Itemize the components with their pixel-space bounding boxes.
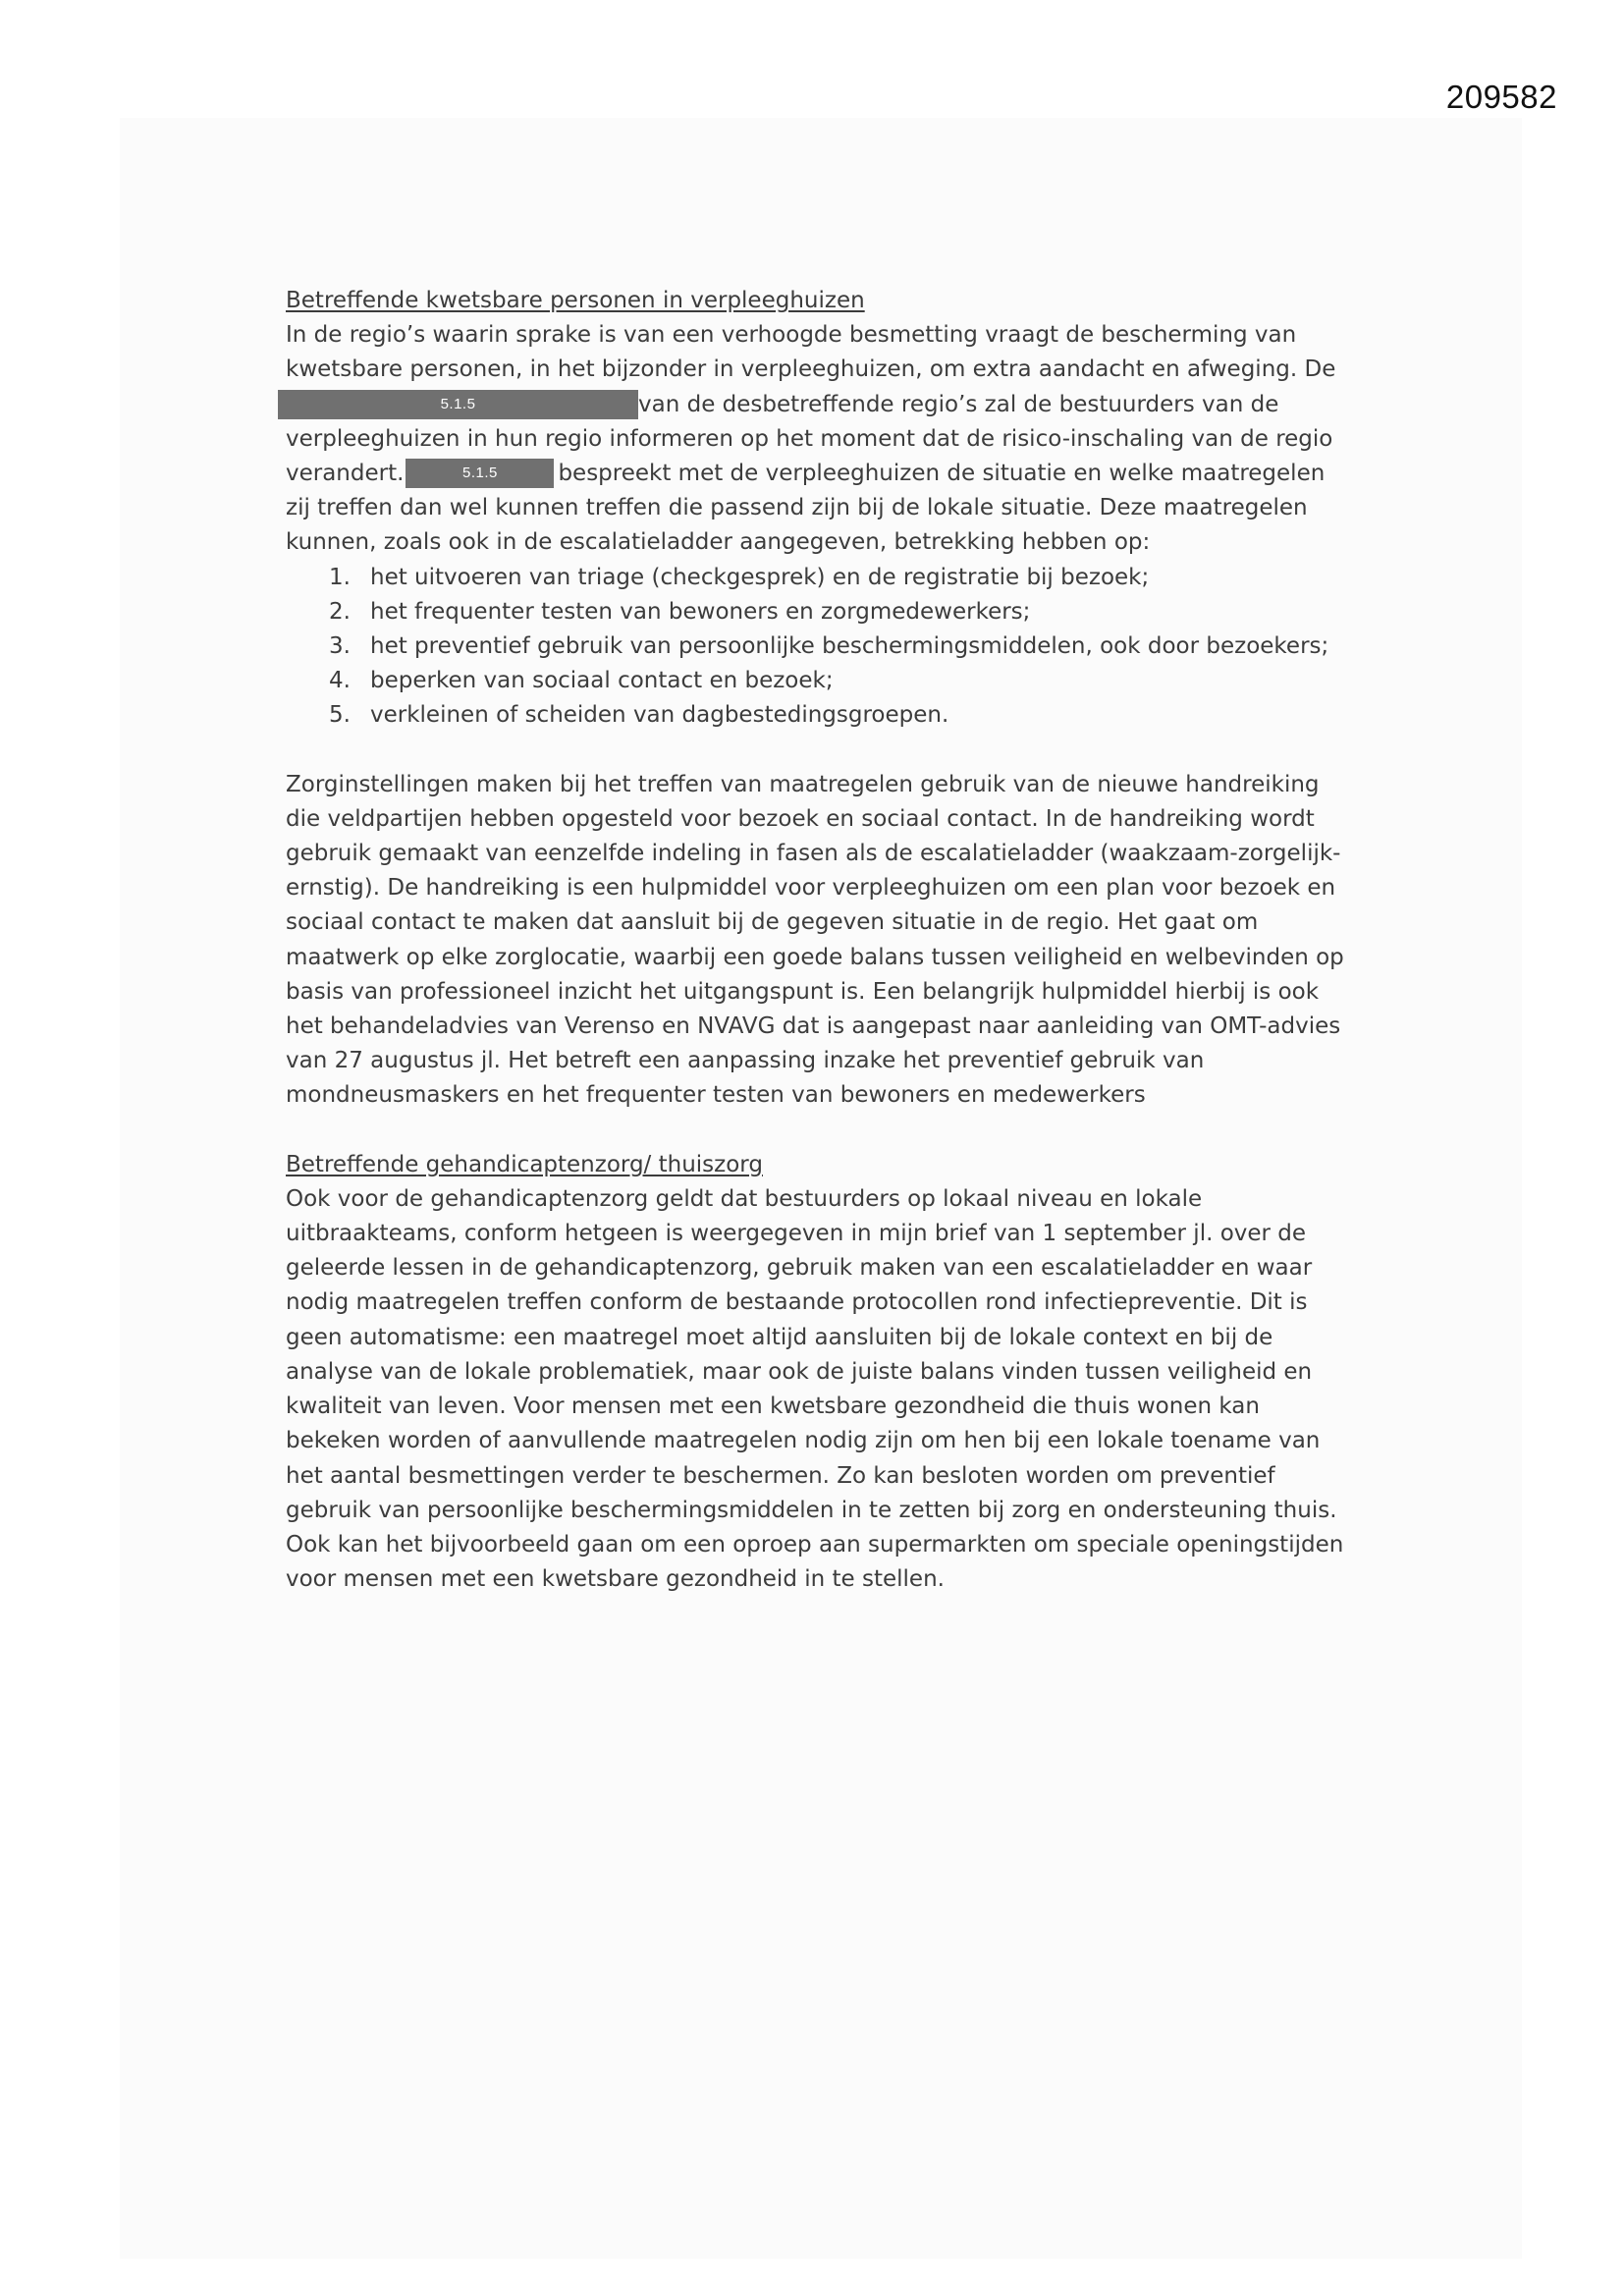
text-line: voor mensen met een kwetsbare gezondheid in te stellen. xyxy=(286,1566,945,1593)
section-heading-disability-care: Betreffende gehandicaptenzorg/ thuiszorg xyxy=(286,1151,763,1177)
list-text: het uitvoeren van triage (checkgesprek) en de registratie bij bezoek; xyxy=(370,564,1150,590)
text-line: analyse van de lokale problematiek, maar ook de juiste balans vinden tussen veiligheid en xyxy=(286,1358,1313,1385)
redaction-block: 5.1.5 xyxy=(278,390,638,419)
text-line-with-redaction xyxy=(286,388,1366,422)
text-line: kwetsbare personen, in het bijzonder in verpleeghuizen, om extra aandacht en afweging. De xyxy=(286,356,1336,383)
list-number: 1. xyxy=(329,564,351,590)
text-line: kwaliteit van leven. Voor mensen met een kwetsbare gezondheid die thuis wonen kan xyxy=(286,1394,1260,1420)
list-item xyxy=(286,698,1366,733)
list-text: verkleinen of scheiden van dagbestedingsgroepen. xyxy=(370,702,949,729)
list-text: beperken van sociaal contact en bezoek; xyxy=(370,668,834,694)
list-item xyxy=(286,629,1366,664)
text-line: ernstig). De handreiking is een hulpmiddel voor verpleeghuizen om een plan voor bezoek en xyxy=(286,875,1336,902)
measures-list xyxy=(286,561,1366,734)
text-line: uitbraakteams, conform hetgeen is weergegeven in mijn brief van 1 september jl. over de xyxy=(286,1221,1307,1247)
text-line: sociaal contact te maken dat aansluit bij de gegeven situatie in de regio. Het gaat om xyxy=(286,909,1259,936)
text-line: maatwerk op elke zorglocatie, waarbij een goede balans tussen veiligheid en welbevinden op xyxy=(286,944,1344,970)
list-number: 5. xyxy=(329,702,351,729)
list-text: het frequenter testen van bewoners en zorgmedewerkers; xyxy=(370,598,1031,625)
text-line: het aantal besmettingen verder te beschermen. Zo kan besloten worden om preventief xyxy=(286,1462,1275,1489)
text-line: Ook kan het bijvoorbeeld gaan om een oproep aan supermarkten om speciale openingstijden xyxy=(286,1531,1344,1558)
list-number: 2. xyxy=(329,598,351,625)
list-item xyxy=(286,561,1366,595)
text-line: geen automatisme: een maatregel moet altijd aansluiten bij de lokale context en bij de xyxy=(286,1324,1273,1350)
text-line: Ook voor de gehandicaptenzorg geldt dat bestuurders op lokaal niveau en lokale xyxy=(286,1185,1203,1212)
text-line: die veldpartijen hebben opgesteld voor bezoek en sociaal contact. In de handreiking wordt xyxy=(286,805,1315,832)
text-fragment: verandert. xyxy=(286,461,405,487)
paragraph-disability-care xyxy=(286,1182,1366,1597)
paragraph-care-institutions xyxy=(286,768,1366,1114)
list-number: 3. xyxy=(329,633,351,660)
paragraph-gap xyxy=(286,1114,1366,1148)
text-fragment: van de desbetreffende regio’s zal de bestuurders van de xyxy=(638,391,1279,417)
redaction-block: 5.1.5 xyxy=(406,459,554,488)
text-line: gebruik gemaakt van eenzelfde indeling in fasen als de escalatieladder (waakzaam-zorgelijk- xyxy=(286,841,1341,867)
list-text: het preventief gebruik van persoonlijke beschermingsmiddelen, ook door bezoekers; xyxy=(370,633,1329,660)
list-number: 4. xyxy=(329,668,351,694)
text-line-with-redaction xyxy=(286,457,1366,491)
document-body xyxy=(286,284,1366,1597)
text-line: nodig maatregelen treffen conform de bestaande protocollen rond infectiepreventie. Dit is xyxy=(286,1289,1308,1316)
list-item xyxy=(286,664,1366,698)
document-number: 209582 xyxy=(1445,79,1557,115)
text-line: het behandeladvies van Verenso en NVAVG dat is aangepast naar aanleiding van OMT-advies xyxy=(286,1013,1341,1040)
text-line: mondneusmaskers en het frequenter testen van bewoners en medewerkers xyxy=(286,1082,1146,1109)
list-item xyxy=(286,595,1366,629)
text-line: gebruik van persoonlijke beschermingsmiddelen in te zetten bij zorg en ondersteuning thuis. xyxy=(286,1497,1337,1523)
text-line: basis van professioneel inzicht het uitgangspunt is. Een belangrijk hulpmiddel hierbij is ook xyxy=(286,978,1320,1005)
text-line: kunnen, zoals ook in de escalatieladder aangegeven, betrekking hebben op: xyxy=(286,529,1151,556)
text-fragment: bespreekt met de verpleeghuizen de situatie en welke maatregelen xyxy=(558,461,1326,487)
section-heading-nursing-homes: Betreffende kwetsbare personen in verpleeghuizen xyxy=(286,288,865,313)
text-line: zij treffen dan wel kunnen treffen die passend zijn bij de lokale situatie. Deze maatregelen xyxy=(286,495,1308,521)
text-line: geleerde lessen in de gehandicaptenzorg, gebruik maken van een escalatieladder en waar xyxy=(286,1255,1313,1282)
text-line: In de regio’s waarin sprake is van een verhoogde besmetting vraagt de bescherming van xyxy=(286,322,1297,349)
paragraph-gap xyxy=(286,734,1366,768)
text-line: Zorginstellingen maken bij het treffen van maatregelen gebruik van de nieuwe handreiking xyxy=(286,771,1320,797)
text-line: verpleeghuizen in hun regio informeren op het moment dat de risico-inschaling van de regio xyxy=(286,425,1333,452)
text-line: van 27 augustus jl. Het betreft een aanpassing inzake het preventief gebruik van xyxy=(286,1048,1205,1074)
text-line: bekeken worden of aanvullende maatregelen nodig zijn om hen bij een lokale toename van xyxy=(286,1428,1321,1454)
